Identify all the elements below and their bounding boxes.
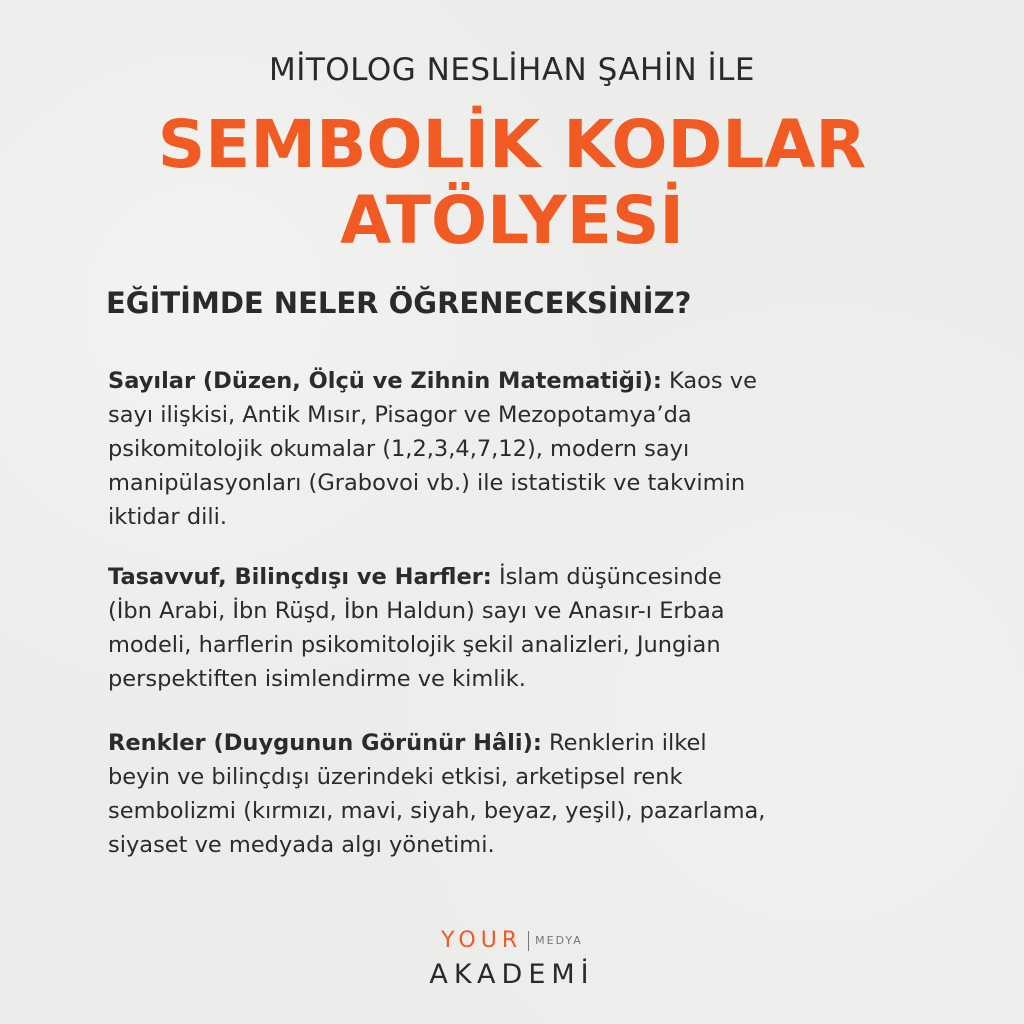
topic-text-line: siyaset ve medyada algı yönetimi. <box>108 832 495 858</box>
title-line-2: ATÖLYESİ <box>340 182 684 259</box>
logo-medya: MEDYA <box>535 934 583 947</box>
title-line-1: SEMBOLİK KODLAR <box>157 106 867 183</box>
topic-numbers <box>108 364 908 534</box>
topic-text-line: (İbn Arabi, İbn Rüşd, İbn Haldun) sayı ve Anasır-ı Erbaa <box>108 598 725 624</box>
logo-top-row <box>441 928 583 953</box>
topic-text-line: beyin ve bilinçdışı üzerindeki etkisi, arketipsel renk <box>108 764 683 790</box>
topic-text-line: perspektiften isimlendirme ve kimlik. <box>108 666 526 692</box>
topic-colors <box>108 726 908 862</box>
topic-text-line: sayı ilişkisi, Antik Mısır, Pisagor ve Mezopotamya’da <box>108 402 692 428</box>
topic-text-line: iktidar dili. <box>108 504 228 530</box>
topic-text-line: manipülasyonları (Grabovoi vb.) ile istatistik ve takvimin <box>108 470 746 496</box>
topic-text-line: Renklerin ilkel <box>541 730 707 756</box>
logo-akademi: AKADEMİ <box>429 959 595 990</box>
brand-logo <box>0 928 1024 990</box>
section-heading: EĞİTİMDE NELER ÖĞRENECEKSİNİZ? <box>106 286 692 320</box>
topic-letters <box>108 560 908 696</box>
logo-your: YOUR <box>441 928 523 953</box>
topic-label: Renkler (Duygunun Görünür Hâli): <box>108 730 542 756</box>
topic-label: Sayılar (Düzen, Ölçü ve Zihnin Matematiği): <box>108 368 662 394</box>
topic-text-line: psikomitolojik okumalar (1,2,3,4,7,12), modern sayı <box>108 436 690 462</box>
topic-text-line: modeli, harflerin psikomitolojik şekil analizleri, Jungian <box>108 632 721 658</box>
logo-divider <box>528 931 529 951</box>
topic-label: Tasavvuf, Bilinçdışı ve Harfler: <box>108 564 492 590</box>
topic-text-line: sembolizmi (kırmızı, mavi, siyah, beyaz, yeşil), pazarlama, <box>108 798 766 824</box>
subtitle: MİTOLOG NESLİHAN ŞAHİN İLE <box>268 52 756 88</box>
topic-text-line: İslam düşüncesinde <box>491 564 722 590</box>
topic-text-line: Kaos ve <box>661 368 757 394</box>
